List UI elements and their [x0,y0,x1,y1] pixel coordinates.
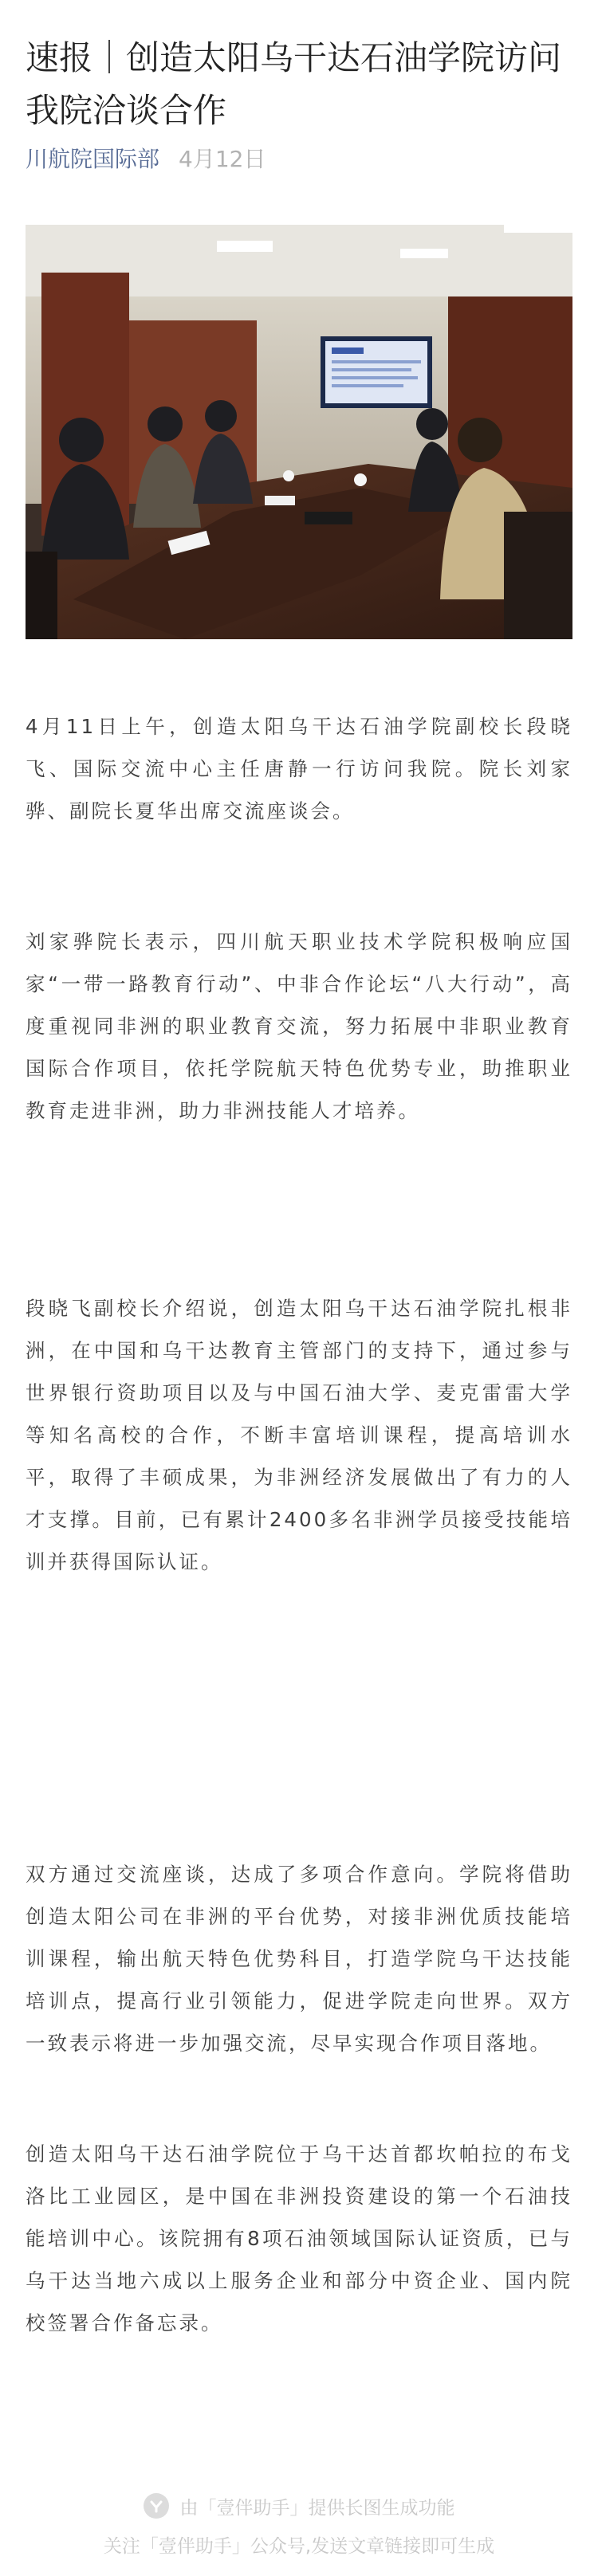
footer-text-1: 由「壹伴助手」提供长图生成功能 [179,2497,455,2519]
article-title: 速报｜创造太阳乌干达石油学院访问我院洽谈合作 [26,38,562,130]
long-image-footer [0,2480,598,2576]
paragraph-1: 4月11日上午，创造太阳乌干达石油学院副校长段晓飞、国际交流中心主任唐静一行访问我院。院长刘家骅、副院长夏华出席交流座谈会。 [26,715,572,823]
paragraph-5: 创造太阳乌干达石油学院位于乌干达首都坎帕拉的布戈洛比工业园区，是中国在非洲投资建设的第一个石油技能培训中心。该院拥有8项石油领域国际认证资质，已与乌干达当地六成以上服务企业和部分中资企业、国内院校签署合作备忘录。 [26,2142,572,2334]
meeting-photo [26,225,572,639]
footer-text-2: 关注「壹伴助手」公众号,发送文章链接即可生成 [103,2535,495,2557]
paragraph-3: 段晓飞副校长介绍说，创造太阳乌干达石油学院扎根非洲，在中国和乌干达教育主管部门的支持下，通过参与世界银行资助项目以及与中国石油大学、麦克雷雷大学等知名高校的合作，不断丰富培训课程，提高培训水平，取得了丰硕成果，为非洲经济发展做出了有力的人才支撑。目前，已有累计2400多名非洲学员接受技能培训并获得国际认证。 [26,1297,572,1573]
meeting-photo-illustration [26,225,572,639]
footer-line-2 [0,2528,598,2560]
account-name-link[interactable]: 川航院国际部 [26,146,160,172]
publish-date: 4月12日 [179,146,266,172]
paragraph-2: 刘家骅院长表示，四川航天职业技术学院积极响应国家“一带一路教育行动”、中非合作论坛“八大行动”，高度重视同非洲的职业教育交流，努力拓展中非职业教育国际合作项目，依托学院航天特色优势专业，助推职业教育走进非洲，助力非洲技能人才培养。 [26,930,572,1122]
article-meta [26,143,266,172]
paragraph-4: 双方通过交流座谈，达成了多项合作意向。学院将借助创造太阳公司在非洲的平台优势，对接非洲优质技能培训课程，输出航天特色优势科目，打造学院乌干达技能培训点，提高行业引领能力，促进学院走向世界。双方一致表示将进一步加强交流，尽早实现合作项目落地。 [26,1863,572,2055]
yiban-logo-icon [144,2493,169,2519]
footer-line-1 [0,2490,598,2522]
